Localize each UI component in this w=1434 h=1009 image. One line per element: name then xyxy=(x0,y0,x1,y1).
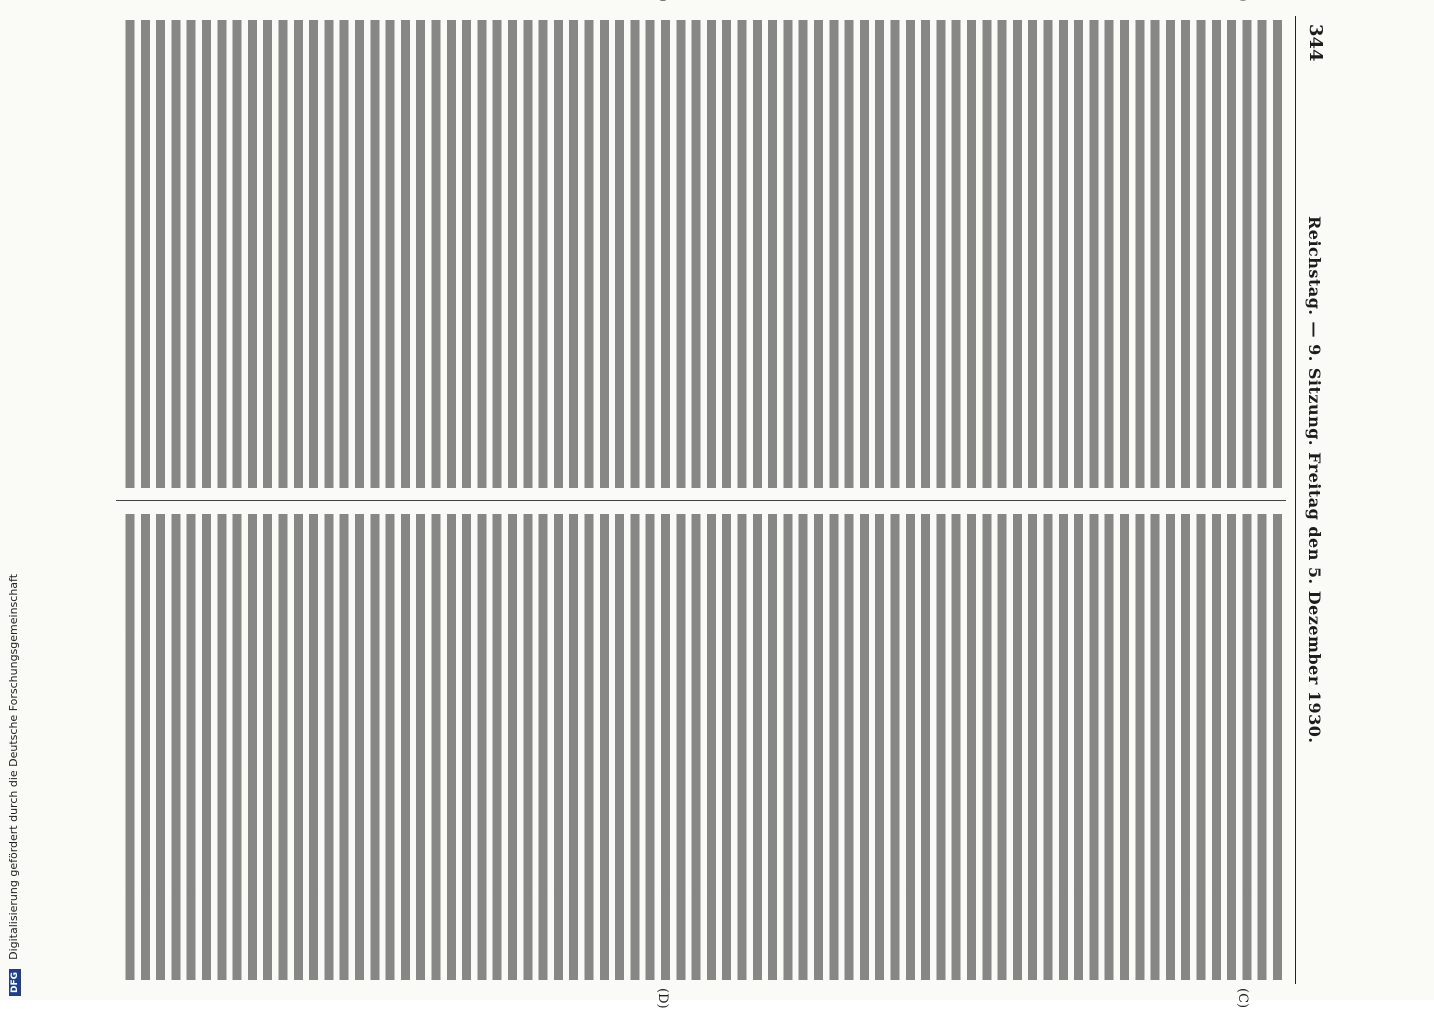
left-column-text xyxy=(122,20,1282,488)
digitization-credit xyxy=(2,573,20,996)
page-number: 344 xyxy=(1305,24,1326,62)
marker-c: (C) xyxy=(1235,988,1250,1009)
dfg-logo: DFG xyxy=(9,969,21,996)
marker-d: (D) xyxy=(655,988,670,1009)
rotated-page xyxy=(100,16,1330,1009)
marker-b xyxy=(655,0,670,2)
page-title: Reichstag. — 9. Sitzung. Freitag den 5. Dezember 1930. xyxy=(1305,216,1324,744)
column-divider xyxy=(116,500,1286,501)
marker-a xyxy=(1235,0,1250,2)
digitization-note: Digitalisierung gefördert durch die Deutsche Forschungsgemeinschaft xyxy=(7,573,20,960)
running-head xyxy=(1295,16,1330,984)
right-column-text xyxy=(122,514,1282,980)
